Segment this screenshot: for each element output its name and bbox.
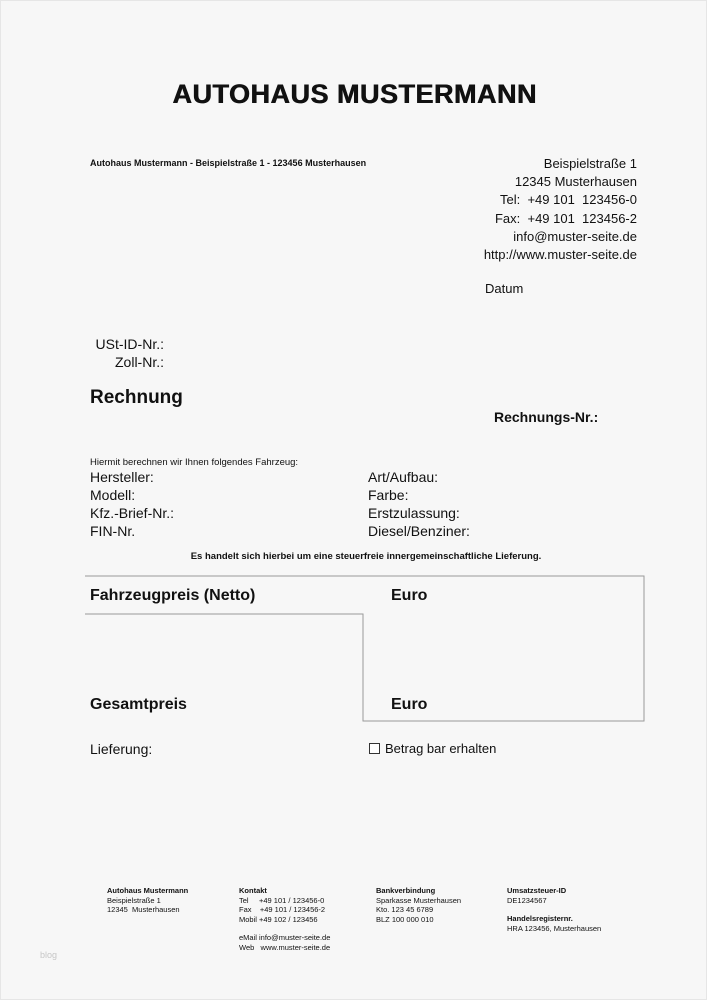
cash-received-checkbox[interactable] <box>369 743 380 754</box>
field-erstzulassung: Erstzulassung: <box>368 505 460 521</box>
contact-email: info@muster-seite.de <box>513 228 637 244</box>
net-price-label: Fahrzeugpreis (Netto) <box>90 587 256 604</box>
contact-web: http://www.muster-seite.de <box>483 247 637 263</box>
ust-id-label: USt-ID-Nr.: <box>95 336 164 352</box>
footer-bank-heading: Bankverbindung <box>376 886 436 895</box>
total-price-currency: Euro <box>391 696 428 713</box>
delivery-label: Lieferung: <box>90 741 153 757</box>
footer-bank-blz: BLZ 100 000 010 <box>376 914 434 924</box>
total-price-label: Gesamtpreis <box>90 696 187 713</box>
footer-company-street: Beispielstraße 1 <box>107 895 161 905</box>
footer-register-heading: Handelsregisternr. <box>507 914 573 923</box>
footer-web: Web www.muster-seite.de <box>239 942 331 952</box>
footer-mobil: Mobil +49 102 / 123456 <box>239 914 318 924</box>
field-hersteller: Hersteller: <box>90 469 154 485</box>
intro-text: Hiermit berechnen wir Ihnen folgendes Fahrzeug: <box>90 457 299 468</box>
footer-company-city: 12345 Musterhausen <box>107 905 180 914</box>
invoice-number-label: Rechnungs-Nr.: <box>494 409 599 425</box>
company-title: AUTOHAUS MUSTERMANN <box>172 79 537 109</box>
date-label: Datum <box>485 281 524 296</box>
field-kfz-brief: Kfz.-Brief-Nr.: <box>90 505 175 521</box>
contact-tel: Tel: +49 101 123456-0 <box>500 192 637 208</box>
footer-bank-kto: Kto. 123 45 6789 <box>376 905 434 914</box>
cash-received-label: Betrag bar erhalten <box>385 741 497 756</box>
field-art-aufbau: Art/Aufbau: <box>368 469 439 485</box>
field-fin: FIN-Nr. <box>90 523 136 539</box>
field-diesel-benziner: Diesel/Benziner: <box>368 523 470 539</box>
footer-tax-id: DE1234567 <box>507 895 547 905</box>
cash-received-row[interactable] <box>369 741 496 756</box>
zoll-label: Zoll-Nr.: <box>115 354 164 370</box>
footer-kontakt <box>239 886 330 952</box>
price-box-frame <box>1 1 707 1001</box>
contact-fax: Fax: +49 101 123456-2 <box>494 210 637 226</box>
footer-kontakt-heading: Kontakt <box>239 886 267 895</box>
footer-fax: Fax +49 101 / 123456-2 <box>239 905 326 914</box>
tax-note: Es handelt sich hierbei um eine steuerfreie innergemeinschaftliche Lieferung. <box>190 551 542 562</box>
footer-bank <box>376 886 461 924</box>
contact-city: 12345 Musterhausen <box>514 174 637 190</box>
footer-bank-name: Sparkasse Musterhausen <box>376 895 462 905</box>
footer-tax <box>507 886 601 933</box>
sender-return-line: Autohaus Mustermann - Beispielstraße 1 - 123456 Musterhausen <box>90 158 367 168</box>
footer-register-value: HRA 123456, Musterhausen <box>507 923 602 933</box>
footer-email: eMail info@muster-seite.de <box>239 933 331 942</box>
footer-tax-heading: Umsatzsteuer-ID <box>507 886 567 895</box>
footer-company-name: Autohaus Mustermann <box>107 886 189 895</box>
field-modell: Modell: <box>90 487 136 503</box>
footer-tel: Tel +49 101 / 123456-0 <box>239 895 325 905</box>
invoice-title: Rechnung <box>90 387 183 408</box>
watermark: blog <box>40 950 58 960</box>
field-farbe: Farbe: <box>368 487 409 503</box>
contact-street: Beispielstraße 1 <box>543 156 637 171</box>
net-price-currency: Euro <box>391 587 428 604</box>
footer-company <box>107 886 188 915</box>
